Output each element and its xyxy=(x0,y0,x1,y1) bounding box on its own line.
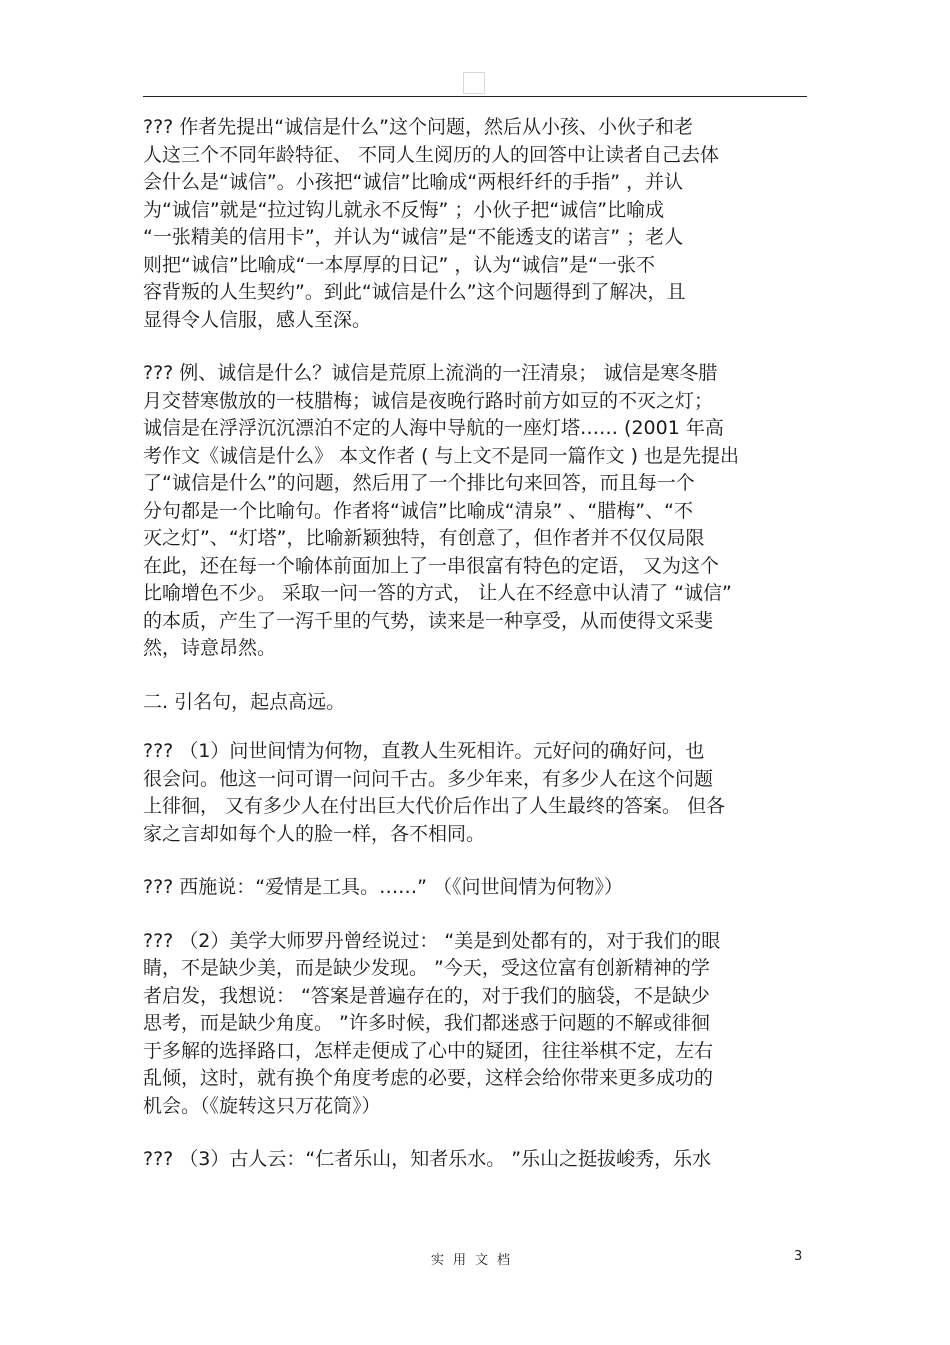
paragraph-quote-3: ??? （3）古人云：“仁者乐山，知者乐水。 ”乐山之挺拔峻秀，乐水 xyxy=(143,1148,712,1170)
header-mark xyxy=(463,72,485,94)
section-heading: 二. 引名句，起点高远。 xyxy=(143,690,346,713)
header-rule xyxy=(143,96,807,97)
document-body xyxy=(143,114,807,1200)
paragraph-quote-1: ??? （1）问世间情为何物，直教人生死相许。元好问的确好问，也 很会问。他这一问可谓一问问千古。多少年来，有多少人在这个问题 上徘徊， 又有多少人在付出巨大代价后作出了人生最终的答案。 但各 家之言却如每个人的脸一样，各不相同。 xyxy=(143,740,726,845)
paragraph-quote-2: ??? （2）美学大师罗丹曾经说过： “美是到处都有的，对于我们的眼 睛，不是缺少美，而是缺少发现。 ”今天，受这位富有创新精神的学 者启发，我想说： “答案是普遍存在的，对于我们的脑袋，不是缺少 思考，而是缺少角度。 ”许多时候，我们都迷惑于问题的不解或徘徊 于多解的选择路口，怎样走便成了心中的疑团，往往举棋不定，左右 乱倾，这时，就有换个角度考虑的必要，这样会给你带来更多成功的 机会。（《旋转这只万花筒》） xyxy=(143,929,721,1117)
page-number: 3 xyxy=(794,1249,803,1264)
paragraph-sincerity-analysis: ??? 作者先提出“诚信是什么”这个问题，然后从小孩、小伙子和老 人这三个不同年龄特征、 不同人生阅历的人的回答中让读者自己去体 会什么是“诚信”。小孩把“诚信”比喻成“两根纤纤的手指” ，并认 为“诚信”就是“拉过钩儿就永不反悔” ；小伙子把“诚信”比喻成 “一张精美的信用卡”，并认为“诚信”是“不能透支的诺言” ；老人 则把“诚信”比喻成“一本厚厚的日记” ，认为“诚信”是“一张不 容背叛的人生契约”。到此“诚信是什么”这个问题得到了解决，且 显得令人信服，感人至深。 xyxy=(143,116,720,331)
paragraph-xishi: ??? 西施说：“爱情是工具。……” （《问世间情为何物》） xyxy=(143,876,624,898)
footer-label: 实用文档 xyxy=(430,1253,519,1268)
paragraph-sincerity-example: ??? 例、诚信是什么？诚信是荒原上流淌的一汪清泉； 诚信是寒冬腊 月交替寒傲放的一枝腊梅；诚信是夜晚行路时前方如豆的不灭之灯； 诚信是在浮浮沉沉漂泊不定的人海中导航的一座灯塔…… (2001 年高 考作文《诚信是什么》 本文作者 ( 与上文不是同一篇作文 ) 也是先提出 了“诚信是什么”的问题，然后用了一个排比句来回答，而且每一个 分句都是一个比喻句。作者将“诚信”比喻成“清泉” 、“腊梅”、“不 灭之灯”、“灯塔”，比喻新颖独特，有创意了，但作者并不仅仅局限 在此，还在每一个喻体前面加上了一串很富有特色的定语， 又为这个 比喻增色不少。 采取一问一答的方式， 让人在不经意中认清了 “诚信” 的本质，产生了一泻千里的气势，读来是一种享受，从而使得文采斐 然，诗意昂然。 xyxy=(143,362,740,659)
